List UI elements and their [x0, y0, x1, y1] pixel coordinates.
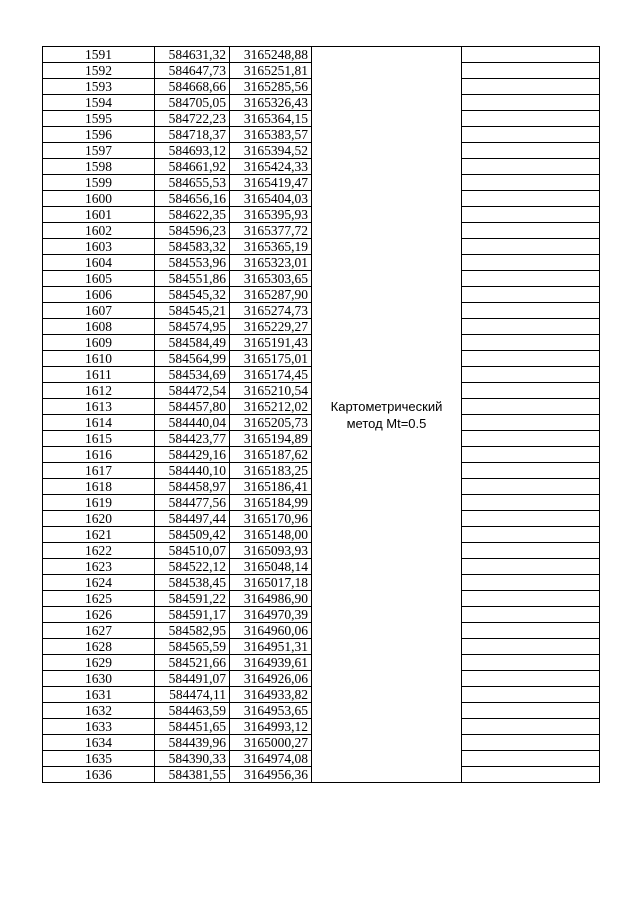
y-coordinate: 3165212,02 [230, 399, 312, 415]
x-coordinate: 584582,95 [155, 623, 230, 639]
x-coordinate: 584591,22 [155, 591, 230, 607]
empty-cell [462, 607, 600, 623]
method-line-1: Картометрический [330, 398, 443, 414]
x-coordinate: 584423,77 [155, 431, 230, 447]
x-coordinate: 584381,55 [155, 767, 230, 783]
x-coordinate: 584564,99 [155, 351, 230, 367]
point-number: 1627 [43, 623, 155, 639]
x-coordinate: 584583,32 [155, 239, 230, 255]
y-coordinate: 3165251,81 [230, 63, 312, 79]
point-number: 1636 [43, 767, 155, 783]
x-coordinate: 584591,17 [155, 607, 230, 623]
coordinates-table [42, 46, 600, 783]
x-coordinate: 584565,59 [155, 639, 230, 655]
y-coordinate: 3165404,03 [230, 191, 312, 207]
empty-cell [462, 431, 600, 447]
point-number: 1606 [43, 287, 155, 303]
y-coordinate: 3165303,65 [230, 271, 312, 287]
y-coordinate: 3165183,25 [230, 463, 312, 479]
empty-cell [462, 751, 600, 767]
empty-cell [462, 303, 600, 319]
empty-cell [462, 511, 600, 527]
x-coordinate: 584390,33 [155, 751, 230, 767]
x-coordinate: 584656,16 [155, 191, 230, 207]
x-coordinate: 584545,21 [155, 303, 230, 319]
x-coordinate: 584509,42 [155, 527, 230, 543]
point-number: 1617 [43, 463, 155, 479]
y-coordinate: 3165395,93 [230, 207, 312, 223]
empty-cell [462, 47, 600, 63]
empty-cell [462, 367, 600, 383]
y-coordinate: 3164986,90 [230, 591, 312, 607]
empty-cell [462, 223, 600, 239]
y-coordinate: 3164951,31 [230, 639, 312, 655]
x-coordinate: 584429,16 [155, 447, 230, 463]
empty-cell [462, 79, 600, 95]
y-coordinate: 3165187,62 [230, 447, 312, 463]
x-coordinate: 584631,32 [155, 47, 230, 63]
y-coordinate: 3164974,08 [230, 751, 312, 767]
x-coordinate: 584472,54 [155, 383, 230, 399]
point-number: 1615 [43, 431, 155, 447]
point-number: 1618 [43, 479, 155, 495]
empty-cell [462, 271, 600, 287]
y-coordinate: 3164933,82 [230, 687, 312, 703]
point-number: 1616 [43, 447, 155, 463]
x-coordinate: 584458,97 [155, 479, 230, 495]
table-row [43, 47, 600, 63]
y-coordinate: 3165326,43 [230, 95, 312, 111]
y-coordinate: 3165148,00 [230, 527, 312, 543]
empty-cell [462, 239, 600, 255]
x-coordinate: 584538,45 [155, 575, 230, 591]
y-coordinate: 3165093,93 [230, 543, 312, 559]
y-coordinate: 3165048,14 [230, 559, 312, 575]
point-number: 1596 [43, 127, 155, 143]
y-coordinate: 3165365,19 [230, 239, 312, 255]
point-number: 1599 [43, 175, 155, 191]
point-number: 1593 [43, 79, 155, 95]
point-number: 1628 [43, 639, 155, 655]
empty-cell [462, 447, 600, 463]
empty-cell [462, 351, 600, 367]
x-coordinate: 584718,37 [155, 127, 230, 143]
y-coordinate: 3165383,57 [230, 127, 312, 143]
point-number: 1591 [43, 47, 155, 63]
point-number: 1623 [43, 559, 155, 575]
y-coordinate: 3165377,72 [230, 223, 312, 239]
x-coordinate: 584521,66 [155, 655, 230, 671]
empty-cell [462, 159, 600, 175]
x-coordinate: 584661,92 [155, 159, 230, 175]
x-coordinate: 584574,95 [155, 319, 230, 335]
empty-cell [462, 623, 600, 639]
x-coordinate: 584655,53 [155, 175, 230, 191]
point-number: 1633 [43, 719, 155, 735]
y-coordinate: 3165000,27 [230, 735, 312, 751]
y-coordinate: 3165285,56 [230, 79, 312, 95]
x-coordinate: 584668,66 [155, 79, 230, 95]
x-coordinate: 584491,07 [155, 671, 230, 687]
empty-cell [462, 575, 600, 591]
point-number: 1604 [43, 255, 155, 271]
empty-cell [462, 639, 600, 655]
point-number: 1609 [43, 335, 155, 351]
point-number: 1595 [43, 111, 155, 127]
empty-cell [462, 95, 600, 111]
x-coordinate: 584522,12 [155, 559, 230, 575]
y-coordinate: 3165248,88 [230, 47, 312, 63]
method-cell [312, 47, 462, 783]
point-number: 1624 [43, 575, 155, 591]
y-coordinate: 3165184,99 [230, 495, 312, 511]
y-coordinate: 3165205,73 [230, 415, 312, 431]
y-coordinate: 3165424,33 [230, 159, 312, 175]
point-number: 1605 [43, 271, 155, 287]
y-coordinate: 3165287,90 [230, 287, 312, 303]
x-coordinate: 584622,35 [155, 207, 230, 223]
y-coordinate: 3164993,12 [230, 719, 312, 735]
x-coordinate: 584457,80 [155, 399, 230, 415]
point-number: 1607 [43, 303, 155, 319]
x-coordinate: 584510,07 [155, 543, 230, 559]
x-coordinate: 584463,59 [155, 703, 230, 719]
empty-cell [462, 175, 600, 191]
empty-cell [462, 319, 600, 335]
x-coordinate: 584722,23 [155, 111, 230, 127]
method-line-2: метод Mt=0.5 [346, 415, 427, 431]
point-number: 1620 [43, 511, 155, 527]
x-coordinate: 584545,32 [155, 287, 230, 303]
y-coordinate: 3165194,89 [230, 431, 312, 447]
x-coordinate: 584477,56 [155, 495, 230, 511]
point-number: 1619 [43, 495, 155, 511]
point-number: 1612 [43, 383, 155, 399]
empty-cell [462, 207, 600, 223]
empty-cell [462, 767, 600, 783]
point-number: 1600 [43, 191, 155, 207]
y-coordinate: 3164970,39 [230, 607, 312, 623]
x-coordinate: 584596,23 [155, 223, 230, 239]
y-coordinate: 3164939,61 [230, 655, 312, 671]
empty-cell [462, 255, 600, 271]
y-coordinate: 3165274,73 [230, 303, 312, 319]
y-coordinate: 3165017,18 [230, 575, 312, 591]
empty-cell [462, 383, 600, 399]
y-coordinate: 3164956,36 [230, 767, 312, 783]
point-number: 1626 [43, 607, 155, 623]
point-number: 1592 [43, 63, 155, 79]
y-coordinate: 3165191,43 [230, 335, 312, 351]
empty-cell [462, 143, 600, 159]
x-coordinate: 584553,96 [155, 255, 230, 271]
empty-cell [462, 127, 600, 143]
y-coordinate: 3164960,06 [230, 623, 312, 639]
x-coordinate: 584705,05 [155, 95, 230, 111]
point-number: 1631 [43, 687, 155, 703]
y-coordinate: 3165174,45 [230, 367, 312, 383]
point-number: 1625 [43, 591, 155, 607]
y-coordinate: 3165419,47 [230, 175, 312, 191]
point-number: 1603 [43, 239, 155, 255]
empty-cell [462, 399, 600, 415]
point-number: 1608 [43, 319, 155, 335]
empty-cell [462, 527, 600, 543]
point-number: 1598 [43, 159, 155, 175]
empty-cell [462, 479, 600, 495]
point-number: 1630 [43, 671, 155, 687]
x-coordinate: 584451,65 [155, 719, 230, 735]
empty-cell [462, 703, 600, 719]
y-coordinate: 3165364,15 [230, 111, 312, 127]
point-number: 1632 [43, 703, 155, 719]
y-coordinate: 3165175,01 [230, 351, 312, 367]
point-number: 1610 [43, 351, 155, 367]
empty-cell [462, 655, 600, 671]
x-coordinate: 584693,12 [155, 143, 230, 159]
x-coordinate: 584474,11 [155, 687, 230, 703]
y-coordinate: 3165394,52 [230, 143, 312, 159]
x-coordinate: 584647,73 [155, 63, 230, 79]
empty-cell [462, 735, 600, 751]
point-number: 1611 [43, 367, 155, 383]
empty-cell [462, 687, 600, 703]
x-coordinate: 584534,69 [155, 367, 230, 383]
empty-cell [462, 495, 600, 511]
coordinates-table-body [43, 47, 600, 783]
x-coordinate: 584440,10 [155, 463, 230, 479]
point-number: 1629 [43, 655, 155, 671]
empty-cell [462, 463, 600, 479]
point-number: 1614 [43, 415, 155, 431]
x-coordinate: 584497,44 [155, 511, 230, 527]
point-number: 1594 [43, 95, 155, 111]
y-coordinate: 3165170,96 [230, 511, 312, 527]
empty-cell [462, 671, 600, 687]
y-coordinate: 3164926,06 [230, 671, 312, 687]
y-coordinate: 3165323,01 [230, 255, 312, 271]
y-coordinate: 3165210,54 [230, 383, 312, 399]
point-number: 1613 [43, 399, 155, 415]
point-number: 1601 [43, 207, 155, 223]
empty-cell [462, 719, 600, 735]
y-coordinate: 3164953,65 [230, 703, 312, 719]
empty-cell [462, 335, 600, 351]
empty-cell [462, 287, 600, 303]
empty-cell [462, 559, 600, 575]
point-number: 1621 [43, 527, 155, 543]
point-number: 1602 [43, 223, 155, 239]
empty-cell [462, 63, 600, 79]
x-coordinate: 584551,86 [155, 271, 230, 287]
point-number: 1597 [43, 143, 155, 159]
x-coordinate: 584584,49 [155, 335, 230, 351]
empty-cell [462, 111, 600, 127]
empty-cell [462, 543, 600, 559]
x-coordinate: 584439,96 [155, 735, 230, 751]
y-coordinate: 3165186,41 [230, 479, 312, 495]
point-number: 1634 [43, 735, 155, 751]
point-number: 1622 [43, 543, 155, 559]
point-number: 1635 [43, 751, 155, 767]
y-coordinate: 3165229,27 [230, 319, 312, 335]
empty-cell [462, 415, 600, 431]
x-coordinate: 584440,04 [155, 415, 230, 431]
empty-cell [462, 191, 600, 207]
empty-cell [462, 591, 600, 607]
